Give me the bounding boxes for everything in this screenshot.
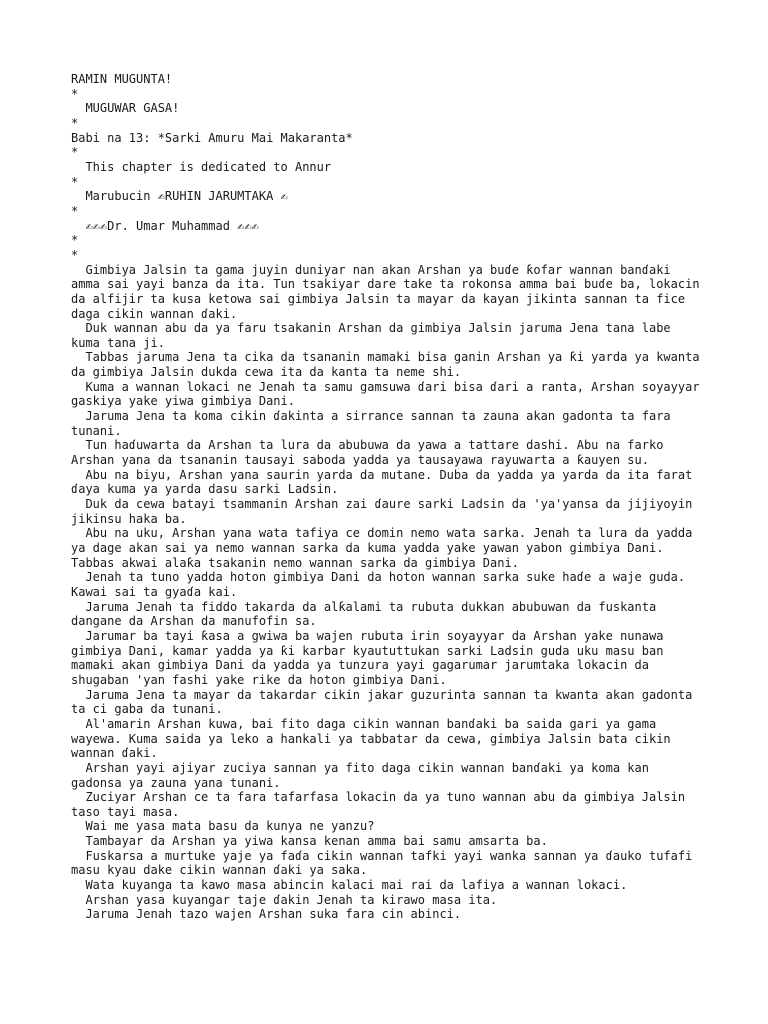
text-line: Arshan yayi ajiyar zuciya sannan ya fito daga cikin wannan banɗaki ya koma kan gadonsa ya zauna yana tunani. xyxy=(71,760,657,790)
text-line: Wai me yasa mata basu da kunya ne yanzu? xyxy=(71,819,375,834)
document-page xyxy=(71,72,707,922)
text-line: * xyxy=(71,86,79,101)
text-line: Jarumar ba tayi ƙasa a gwiwa ba wajen rubuta irin soyayyar da Arshan yake nunawa gimbiya Dani, kamar yadda ya ƙi karbar kyaututtukan sarki Ladsin guda uku masu ban mamaki akan gimbiya Dani da yadda ya tunzura yayi gagarumar jarumtaka lokacin da shugaban 'yan fashi yake rike da hoton gimbiya Dani. xyxy=(71,628,671,687)
text-line: MUGUWAR GASA! xyxy=(71,101,180,116)
text-line: Tabbas jaruma Jena ta cika da tsananin mamaki bisa ganin Arshan ya ƙi yarda ya kwanta da gimbiya Jalsin dukda cewa ita da kanta ta neme shi. xyxy=(71,350,707,380)
text-line: * xyxy=(71,174,79,189)
text-line: Arshan yasa kuyangar taje ɗakin Jenah ta kirawo masa ita. xyxy=(71,892,498,907)
text-line: * xyxy=(71,115,79,130)
text-line: Al'amarin Arshan kuwa, bai fito daga cikin wannan banɗaki ba saida gari ya gama wayewa. Kuma saida ya leko a hankali ya tabbatar da cewa, gimbiya Jalsin bata cikin wannan ɗaki. xyxy=(71,716,678,761)
text-line: Zuciyar Arshan ce ta fara tafarfasa lokacin da ya tuno wannan abu da gimbiya Jalsin taso tayi masa. xyxy=(71,790,693,819)
text-line: This chapter is dedicated to Annur xyxy=(71,159,332,174)
text-line: RAMIN MUGUNTA! xyxy=(71,72,173,86)
text-line: * xyxy=(71,145,79,160)
text-line: Jaruma Jenah tazo wajen Arshan suka fara cin abinci. xyxy=(71,907,462,922)
text-line: Abu na uku, Arshan yana wata tafiya ce domin nemo wata sarka. Jenah ta lura da yadda ya dage akan sai ya nemo wannan sarka da kuma yadda yake yawan yabon gimbiya Dani. Tabbas akwai alaƙa tsakanin nemo wannan sarka da gimbiya Dani. xyxy=(71,526,700,570)
text-line: Gimbiya Jalsin ta gama juyin duniyar nan akan Arshan ya buɗe ƙofar wannan banɗaki amma sai yayi banza da ita. Tun tsakiyar dare take ta rokonsa amma bai buɗe ba, lokacin da alfijir ta kusa ketowa sai gimbiya Jalsin ta mayar da kayan jikinta sannan ta fice daga cikin wannan ɗaki. xyxy=(71,262,707,321)
text-line: Jaruma Jena ta koma cikin ɗakinta a sirrance sannan ta zauna akan gadonta ta fara tunani. xyxy=(71,409,678,438)
text-line: Marubucin ✍RUHIN JARUMTAKA ✍ xyxy=(71,189,288,204)
text-line: * xyxy=(71,203,79,218)
text-line: Jenah ta tuno yadda hoton gimbiya Dani da hoton wannan sarka suke haɗe a waje guda. Kawai sai ta gyaɗa kai. xyxy=(71,570,693,599)
text-line: Tun haɗuwarta da Arshan ta lura da abubuwa da yawa a tattare dashi. Abu na farko Arshan yana da tsananin tausayi saboda yadda ya tausayawa rayuwarta a ƙauyen su. xyxy=(71,438,671,468)
text-line: Duk da cewa batayi tsammanin Arshan zai ɗaure sarki Ladsin da 'ya'yansa da jijiyoyin jikinsu haka ba. xyxy=(71,497,700,526)
text-line: Fuskarsa a murtuke yaje ya faɗa cikin wannan tafki yayi wanka sannan ya ɗauko tufafi masu kyau dake cikin wannan ɗaki ya saka. xyxy=(71,848,700,878)
text-line: * xyxy=(71,233,79,248)
text-line: Abu na biyu, Arshan yana saurin yarda da mutane. Duba da yadda ya yarda da ita farat ɗaya kuma ya yarda dasu sarki Ladsin. xyxy=(71,467,700,497)
text-line: Wata kuyanga ta kawo masa abincin kalaci mai rai da lafiya a wannan lokaci. xyxy=(71,878,628,893)
text-line: * xyxy=(71,247,79,262)
text-line: Tambayar da Arshan ya yiwa kansa kenan amma bai samu amsarta ba. xyxy=(71,834,548,849)
text-line: Babi na 13: *Sarki Amuru Mai Makaranta* xyxy=(71,130,353,145)
text-line: Jaruma Jenah ta fiddo takarda da alƙalami ta rubuta dukkan abubuwan da fuskanta dangane da Arshan da manufofin sa. xyxy=(71,599,664,629)
text-line: Kuma a wannan lokaci ne Jenah ta samu gamsuwa ɗari bisa ɗari a ranta, Arshan soyayyar gaskiya yake yiwa gimbiya Dani. xyxy=(71,379,707,409)
text-line: Duk wannan abu da ya faru tsakanin Arshan da gimbiya Jalsin jaruma Jena tana labe kuma tana ji. xyxy=(71,321,678,350)
text-line: Jaruma Jena ta mayar da takardar cikin jakar guzurinta sannan ta kwanta akan gadonta ta ci gaba da tunani. xyxy=(71,687,700,717)
text-line: ✍✍✍Dr. Umar Muhammad ✍✍✍ xyxy=(71,218,259,233)
